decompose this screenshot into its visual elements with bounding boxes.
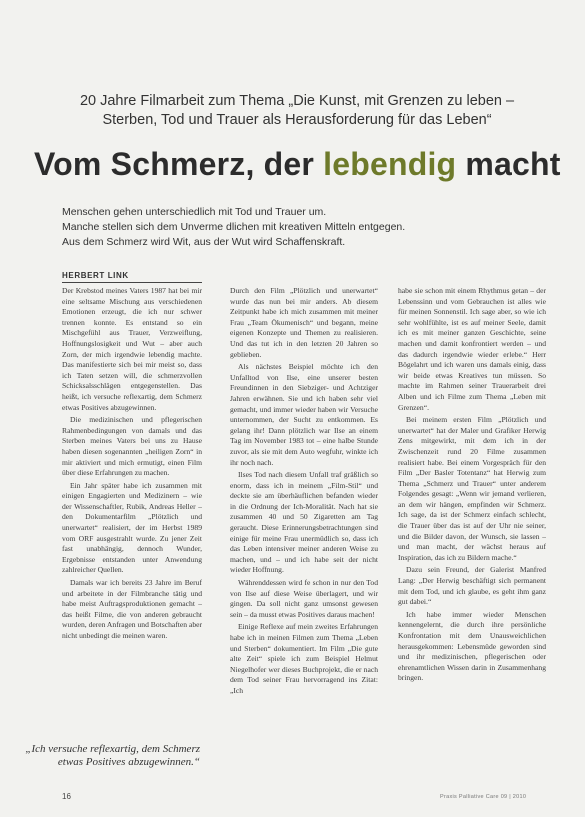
text-column-3	[398, 286, 546, 768]
headline-part-1: Vom Schmerz, der	[34, 146, 324, 182]
paragraph: Währenddessen wird fe schon in nur den Tod von Ilse auf diese Weise überlagert, und wir gingen. Da soll nicht ganz umsonst gewesen sein – da musst etwas Positives daraus machen!	[230, 578, 378, 619]
paragraph: Ein Jahr später habe ich zusammen mit einigen Engagierten und Medizinern – wie der Wissenschaftler, Rubik, Andreas Heller – den Dokumentarfilm „Plötzlich und unerwartet“ realisiert, der im Herbst 1989 vom ORF ausgestrahlt wurde. Zu jener Zeit fast unabhängig, dennoch Wunder, Ergebnisse entstanden unter Anwendung zahlreicher Quellen.	[62, 480, 202, 575]
lead-paragraph	[62, 205, 482, 250]
byline-rule	[62, 282, 202, 283]
page-number: 16	[62, 792, 71, 801]
pull-quote: „Ich versuche reflexartig, dem Schmerz etwas Positives abzugewinnen.“	[25, 743, 200, 768]
footer-publication: Praxis Palliative Care 09 | 2010	[440, 794, 527, 800]
lead-line-1: Menschen gehen unterschiedlich mit Tod und Trauer um.	[62, 206, 327, 218]
paragraph: Als nächstes Beispiel möchte ich den Unfalltod von Ilse, eine unserer besten Freundinnen in den Siebziger- und Achtziger Jahren erwähnen. Sie und ich haben sehr viel gemacht, und immer wieder haben wir Versuche unternommen, der Sucht zu entkommen. Es gelang ihr! Dann plötzlich war Ilse an einem Tag im November 1983 tot – eine halbe Stunde zuvor, als sie mit dem Auto wegfuhr, winkte ich ihr noch nach.	[230, 362, 378, 467]
paragraph: Die medizinischen und pflegerischen Rahmenbedingungen von damals und das Sterben meines Vaters bei uns zu Hause haben diesen sogenannten „heiligen Zorn“ in mir aktiviert und mich ermutigt, einen Film über diese Erfahrungen zu machen.	[62, 415, 202, 478]
paragraph: Ilses Tod nach diesem Unfall traf gräßlich so enorm, dass ich in meinem „Film-Stil“ und deckte sie am überhäuflichen befanden wieder in die Ordnung der Ich-Moralität. Nach hat sie zusammen 40 und 50 Zigaretten am Tag geraucht. Diese Erinnerungsbetrachtungen sind einige für meine Frau unermüdlich so, dass ich das Leben intensiver meiner anderen Weise zu machen, und – und ich habe seit der nicht wieder Hoffnung.	[230, 470, 378, 575]
text-column-1	[62, 286, 202, 764]
paragraph: Damals war ich bereits 23 Jahre im Beruf und arbeitete in der Filmbranche tätig und habe meist Auftragsproduktionen gemacht – das heißt Filme, die von anderen gebraucht wurden, deren Anfragen und Botschaften aber nicht unbedingt die meinen waren.	[62, 578, 202, 640]
paragraph: Bei meinem ersten Film „Plötzlich und unerwartet“ hat der Maler und Grafiker Herwig Zens mitgewirkt, mit dem ich in der Zwischenzeit rund 20 Filme zusammen realisiert habe. Bei einem Vorgespräch für den Film „Der Basler Totentanz“ hat Herwig zum Thema „Schmerz und Trauer“ unter anderem Folgendes gesagt: „Wenn wir jemand verlieren, an dem wir hängen, empfinden wir Schmerz. Ich sage, da ist der Schmerz einfach schlecht, die Trauer über das ist auf der Uhr nie seiner, und die Bilder davon, der Wunsch, sie lassen – und man macht, der wächst heraus auf Inspiration, das ich zu Bildern mache.“	[398, 415, 546, 562]
kicker-line-1: 20 Jahre Filmarbeit zum Thema „Die Kunst, mit Grenzen zu leben –	[79, 93, 515, 109]
text-column-2	[230, 286, 378, 771]
paragraph: Dazu sein Freund, der Galerist Manfred Lang: „Der Herwig beschäftigt sich permanent mit dem Tod, und ich glaube, es geht ihm ganz gut dabei.“	[398, 565, 546, 607]
kicker	[62, 92, 532, 130]
headline-part-2: macht	[456, 146, 561, 182]
paragraph: Der Krebstod meines Vaters 1987 hat bei mir eine seltsame Mischung aus verschiedenen Emotionen erzeugt, die ich nur schwer trennen konnte. Es entstand so ein Mischgefühl aus Trauer, Verzweiflung, Hoffnungslosigkeit und Wut – aber auch Zorn, der mich irgendwie lebendig machte. Das manifestierte sich bei mir meist so, dass ich Taten setzen will, die schmerzvollen Schicksalsschlägen entgegenstellen. Das heißt, ich versuche reflexartig, dem Schmerz etwas Positives abzugewinnen.	[62, 286, 202, 412]
headline-accent-word: lebendig	[323, 146, 457, 182]
kicker-line-2: Sterben, Tod und Trauer als Herausforderung für das Leben“	[102, 112, 492, 128]
author-byline: HERBERT LINK	[62, 271, 129, 280]
lead-line-3: Aus dem Schmerz wird Wit, aus der Wut wird Schaffenskraft.	[62, 236, 346, 248]
paragraph: Ich habe immer wieder Menschen kennengelernt, die durch ihre persönliche Konfrontation mit dem Unausweichlichen herausgekommen: Lebensmüde geworden sind und ihr medizinischen, pflegerischen oder ehrenamtlichen Wissen darin in Zusammenhang bringen.	[398, 609, 546, 683]
paragraph: Einige Reflexe auf mein zweites Erfahrungen habe ich in meinen Filmen zum Thema „Leben und Sterben“ dokumentiert. Im Film „Die gute alte Zeit“ spiele ich zum Beispiel Helmut Niegelhofer wer dieses Buchprojekt, die er nach dem Tod seiner Frau hervorragend ins Zitat: „Ich	[230, 622, 378, 695]
paragraph: habe sie schon mit einem Rhythmus getan – der Lebenssinn und vom Gebrauchen ist alles wie für meinen Sonnenstil. Ich sage aber, so wie ich sehr wohlfühlte, ist es auf meiner Seele, damit ich es mit meiner ganzen Geschichte, seine machen und damit konfrontiert werden – und das dadurch irgendwie wieder erlebe.“ Herr Bögelahrt und ich waren uns damals einig, dass wir beide etwas Kreatives tun müssen. So machte im Rahmen seiner Trauerarbeit drei Alben und ich Filme zum Thema „Leben mit Grenzen“.	[398, 286, 546, 412]
article-headline	[34, 144, 564, 184]
paragraph: Durch den Film „Plötzlich und unerwartet“ wurde das nun bei mir anders. Ab diesem Zeitpunkt habe ich mich zusammen mit meiner Frau „Team Ökumenisch“ und begann, meine eigenen Konzepte und Themen zu realisieren. Und das tut ich in den letzten 20 Jahren so geblieben.	[230, 286, 378, 359]
lead-line-2: Manche stellen sich dem Unverme dlichen mit kreativen Mitteln entgegen.	[62, 221, 406, 233]
